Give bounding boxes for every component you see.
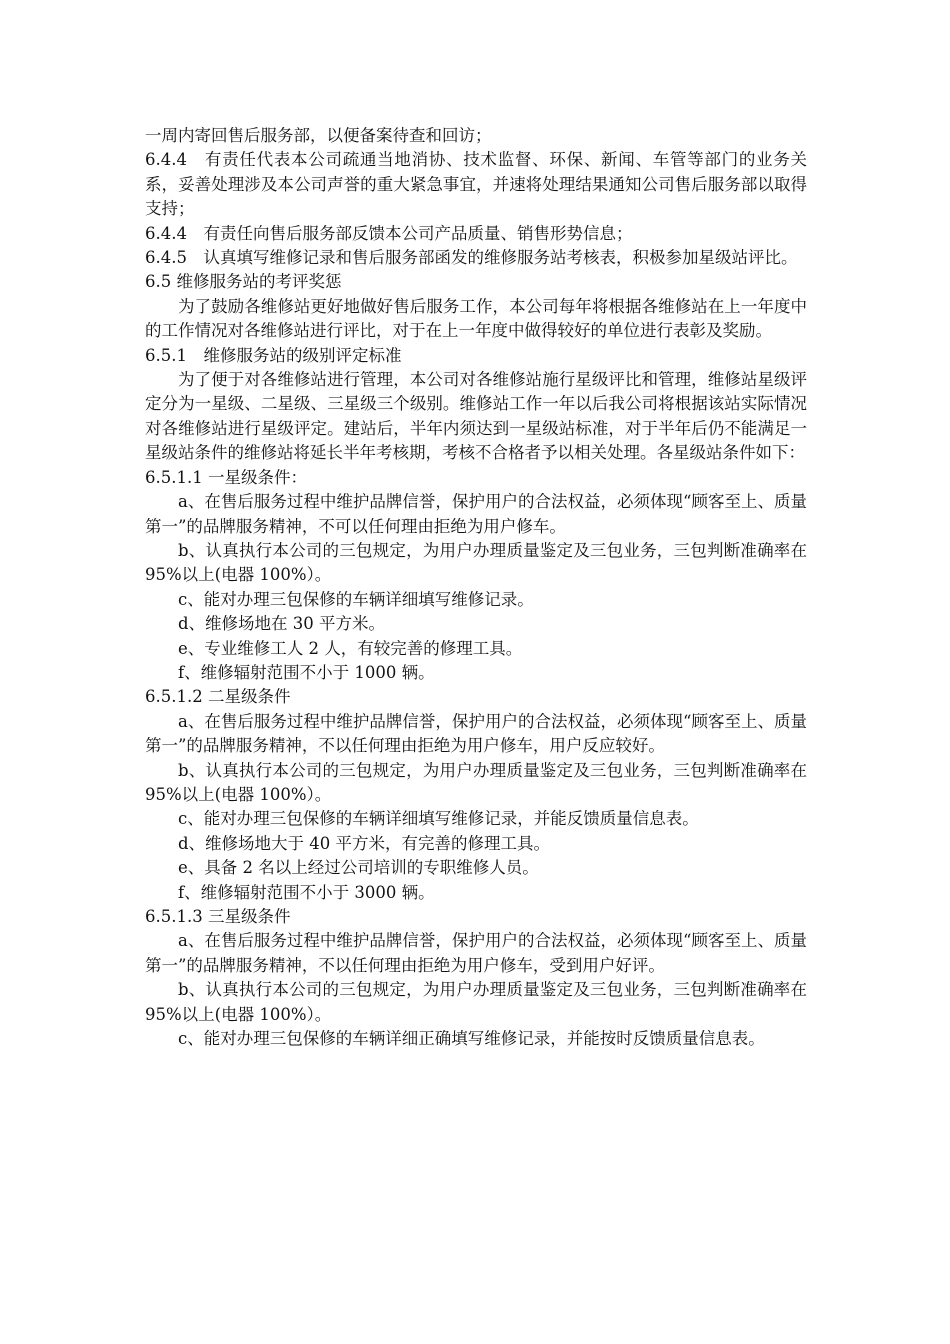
list-item-three-star-c: c、能对办理三包保修的车辆详细正确填写维修记录，并能按时反馈质量信息表。 <box>178 1029 765 1049</box>
paragraph-6-5-intro: 为了鼓励各维修站更好地做好售后服务工作，本公司每年将根据各维修站在上一年度中的工作情况对各维修站进行评比，对于在上一年度中做得较好的单位进行表彰及奖励。 <box>145 296 807 341</box>
clause-6-4-4-b: 6.4.4 有责任向售后服务部反馈本公司产品质量、销售形势信息； <box>145 223 633 243</box>
document-page <box>145 124 807 1051</box>
list-item-one-star-f: f、维修辐射范围不小于 1000 辆。 <box>178 662 435 682</box>
list-item-two-star-b: b、认真执行本公司的三包规定，为用户办理质量鉴定及三包业务，三包判断准确率在95%以上(电器 100%）。 <box>145 760 807 804</box>
list-item-two-star-f: f、维修辐射范围不小于 3000 辆。 <box>178 882 435 902</box>
section-heading-6-5-1: 6.5.1 维修服务站的级别评定标准 <box>145 345 402 365</box>
section-heading-6-5-1-3: 6.5.1.3 三星级条件 <box>145 907 291 926</box>
section-heading-6-5-1-2: 6.5.1.2 二星级条件 <box>145 687 291 707</box>
list-item-two-star-c: c、能对办理三包保修的车辆详细填写维修记录，并能反馈质量信息表。 <box>178 809 699 829</box>
section-heading-6-5: 6.5 维修服务站的考评奖惩 <box>145 272 342 292</box>
list-item-one-star-d: d、维修场地在 30 平方米。 <box>178 614 386 634</box>
list-item-two-star-a: a、在售后服务过程中维护品牌信誉，保护用户的合法权益，必须体现“顾客至上、质量第一”的品牌服务精神，不以任何理由拒绝为用户修车，用户反应较好。 <box>145 711 807 756</box>
paragraph-6-5-1-intro: 为了便于对各维修站进行管理，本公司对各维修站施行星级评比和管理，维修站星级评定分为一星级、二星级、三星级三个级别。维修站工作一年以后我公司将根据该站实际情况对各维修站进行星级评定。建站后，半年内须达到一星级站标准，对于半年后仍不能满足一星级站条件的维修站将延长半年考核期，考核不合格者予以相关处理。各星级站条件如下： <box>145 370 807 463</box>
clause-6-4-5: 6.4.5 认真填写维修记录和售后服务部函发的维修服务站考核表，积极参加星级站评比。 <box>145 248 798 268</box>
clause-6-4-4-a: 6.4.4 有责任代表本公司疏通当地消协、技术监督、环保、新闻、车管等部门的业务关系，妥善处理涉及本公司声誉的重大紧急事宜，并速将处理结果通知公司售后服务部以取得支持； <box>145 150 807 219</box>
list-item-two-star-e: e、具备 2 名以上经过公司培训的专职维修人员。 <box>178 858 539 878</box>
paragraph-continuation: 一周内寄回售后服务部，以便备案待查和回访； <box>145 126 492 145</box>
list-item-two-star-d: d、维修场地大于 40 平方米，有完善的修理工具。 <box>178 833 551 853</box>
list-item-three-star-a: a、在售后服务过程中维护品牌信誉，保护用户的合法权益，必须体现“顾客至上、质量第一”的品牌服务精神，不以任何理由拒绝为用户修车，受到用户好评。 <box>145 931 807 975</box>
section-heading-6-5-1-1: 6.5.1.1 一星级条件： <box>145 467 307 487</box>
list-item-one-star-b: b、认真执行本公司的三包规定，为用户办理质量鉴定及三包业务，三包判断准确率在95%以上(电器 100%）。 <box>145 540 807 585</box>
list-item-one-star-e: e、专业维修工人 2 人，有较完善的修理工具。 <box>178 638 523 658</box>
list-item-three-star-b: b、认真执行本公司的三包规定，为用户办理质量鉴定及三包业务，三包判断准确率在95%以上(电器 100%）。 <box>145 980 807 1024</box>
list-item-one-star-c: c、能对办理三包保修的车辆详细填写维修记录。 <box>178 589 534 609</box>
list-item-one-star-a: a、在售后服务过程中维护品牌信誉，保护用户的合法权益，必须体现“顾客至上、质量第一”的品牌服务精神，不可以任何理由拒绝为用户修车。 <box>145 492 807 536</box>
